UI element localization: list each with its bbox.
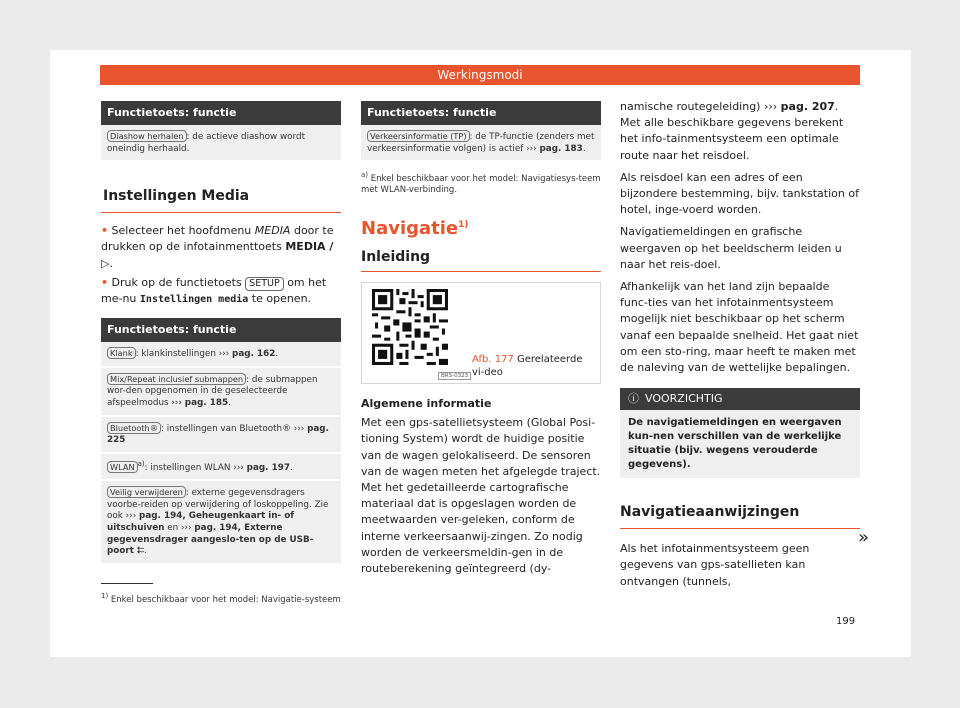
qr-code-icon[interactable] [372,289,448,365]
table-head: Functietoets: functie [361,101,601,125]
function-key-tag: Klank [107,347,136,359]
bullet-icon: • [101,275,109,289]
page-ref[interactable]: pag. 185 [184,397,229,408]
section-heading: Navigatieaanwijzingen [620,504,800,521]
row-text: . [228,397,231,408]
row-text: . [582,143,586,154]
media-key: MEDIA / ▷ [101,240,334,270]
footnote-mark: 1) [458,220,469,231]
table-row [101,481,341,565]
continue-arrow-icon: » [858,527,870,548]
function-key-tag: Mix/Repeat inclusief submappen [107,373,246,385]
page-ref[interactable]: pag. 207 [780,100,835,113]
body-paragraph [620,99,860,164]
chapter-title-text: Navigatie [361,218,459,240]
page-ref[interactable]: pag. 183 [539,143,583,154]
section-header: Werkingsmodi [100,65,860,85]
table-row [101,125,341,162]
bullet-item [101,223,341,272]
column-2 [361,101,601,577]
column-3 [620,99,860,590]
body-paragraph: Afhankelijk van het land zijn bepaalde func-ties van het infotainmentsysteem mogelijk niet beschikbaar op het scherm vanaf een bepaalde snelheid. Het gaat niet om een sto-ring, maar heeft te maken met de naleving van de wettelijke bepalingen. [620,280,859,375]
figure-code: BRS-0323 [438,372,471,380]
body-paragraph: Navigatiemeldingen en grafische weergaven op het beeldscherm leiden u naar het reis-doel. [620,225,842,271]
bullet-icon: • [101,224,109,238]
bullet-text: door te drukken op de infotainmenttoets [101,224,334,254]
function-key-tag: WLAN [107,461,138,473]
footnote-text: Enkel beschikbaar voor het model: Navigatie-systeem [110,594,341,605]
row-text: : externe gegevensdragers voorbe-reiden op verwijdering of loskoppeling. Zie ook ››› [107,488,329,522]
paragraph-text: . Met alle beschikbare gegevens berekent het info-tainmentsysteem een optimale route naar het reisdoel. [620,100,844,162]
body-paragraph: Als het infotainmentsysteem geen gegevens van gps-satellieten kan ontvangen (tunnels, [620,542,810,588]
footnote-mark: a) [137,459,145,468]
subheading: Algemene informatie [361,397,492,411]
footnote-divider [101,583,153,584]
footnote-mark: a) [361,171,369,180]
table-row [101,342,341,368]
row-text: : de submappen wor-den opgenomen in de geselecteerde afspeelmodus ››› [107,374,318,408]
page-ref[interactable]: pag. 197 [246,462,290,473]
row-text: . [289,462,293,473]
column-1 [101,101,341,565]
row-text: : klankinstellingen ››› [135,349,233,360]
table-row [101,368,341,417]
setup-key: SETUP [245,277,284,291]
function-key-tag: Verkeersinformatie (TP) [367,130,470,142]
bullet-text: Selecteer het hoofdmenu [111,224,255,238]
bullet-item [101,275,341,308]
warning-text: De navigatiemeldingen en weergaven kun-nen verschillen van de werkelijke situatie (bijv. wegens verouderde gegevens). [620,410,860,478]
body-paragraph: Met een gps-satellietsysteem (Global Posi-tioning System) wordt de huidige positie van de wagen gelokaliseerd. De sensoren van de wagen meten het afgelegde traject. Met het gedetailleerde cartografische materiaal dat is opgeslagen worden de meetwaarden ver-geleken, conform de interne verkeersaanwij-zingen. Zo nodig worden de verkeersmeldin-gen in de routeberekening geïntegreerd (dy- [361,416,601,576]
menu-name: MEDIA [254,224,291,238]
function-key-tag: Diashow herhalen [107,130,187,142]
table-head: Functietoets: functie [101,101,341,125]
warning-header [620,388,860,410]
row-text: : instellingen WLAN ››› [144,462,247,473]
footnote-mark: 1) [101,592,109,600]
table-row [101,454,341,482]
row-text: : de actieve diashow wordt oneindig herhaald. [107,132,306,154]
page-ref[interactable]: pag. 194, Geheugenkaart in- of uitschuiven [107,511,295,534]
table-row [101,417,341,454]
footnote-navigatie [101,591,341,606]
footnote-text: Enkel beschikbaar voor het model: Navigatiesys-teem met WLAN-verbinding. [361,174,601,196]
page-number: 199 [836,616,856,627]
footnote-wlan [361,170,601,196]
bullet-text: Druk op de functietoets [111,275,246,289]
figure-caption-text: Gerelateerde vi-deo [472,354,583,379]
row-text: : de TP-functie (zenders met verkeersinformatie volgen) is actief ››› [367,132,595,154]
body-paragraph: Als reisdoel kan een adres of een bijzondere bestemming, bijv. tankstation of hotel, inge-voerd worden. [620,170,859,217]
menu-path: Instellingen media [139,294,249,305]
row-text: . [275,349,279,360]
page-ref[interactable]: pag. 162 [232,349,276,360]
table-row [361,125,601,162]
info-icon: ⓘ [628,392,639,406]
function-key-tag: Veilig verwijderen [107,486,186,498]
page-ref[interactable]: pag. 194, Externe gegevensdrager aangeslo-ten op de USB-poort ⮄ [107,523,314,557]
bullet-text: te openen. [248,292,312,305]
warning-title: VOORZICHTIG [645,392,723,406]
bullet-text: . [109,256,113,270]
warning-box [620,388,860,478]
row-text: : instellingen van Bluetooth® ››› [160,423,308,434]
figure-number: Afb. 177 [472,354,514,366]
function-table-2 [101,318,341,565]
figure-177 [361,282,601,384]
row-text: en ››› [164,523,195,534]
bullet-text: om het me-nu [101,275,327,305]
paragraph-text: namische routegeleiding) ››› [620,100,781,113]
function-key-tag: Bluetooth® [107,422,161,434]
figure-caption [472,353,592,379]
table-head: Functietoets: functie [101,318,341,342]
chapter-title [361,218,601,239]
function-table-1 [101,101,341,162]
section-heading: Inleiding [361,249,431,266]
row-text: . [144,546,147,557]
page-ref[interactable]: pag. 225 [107,423,329,446]
section-heading: Instellingen Media [103,188,250,205]
function-table-3 [361,101,601,162]
